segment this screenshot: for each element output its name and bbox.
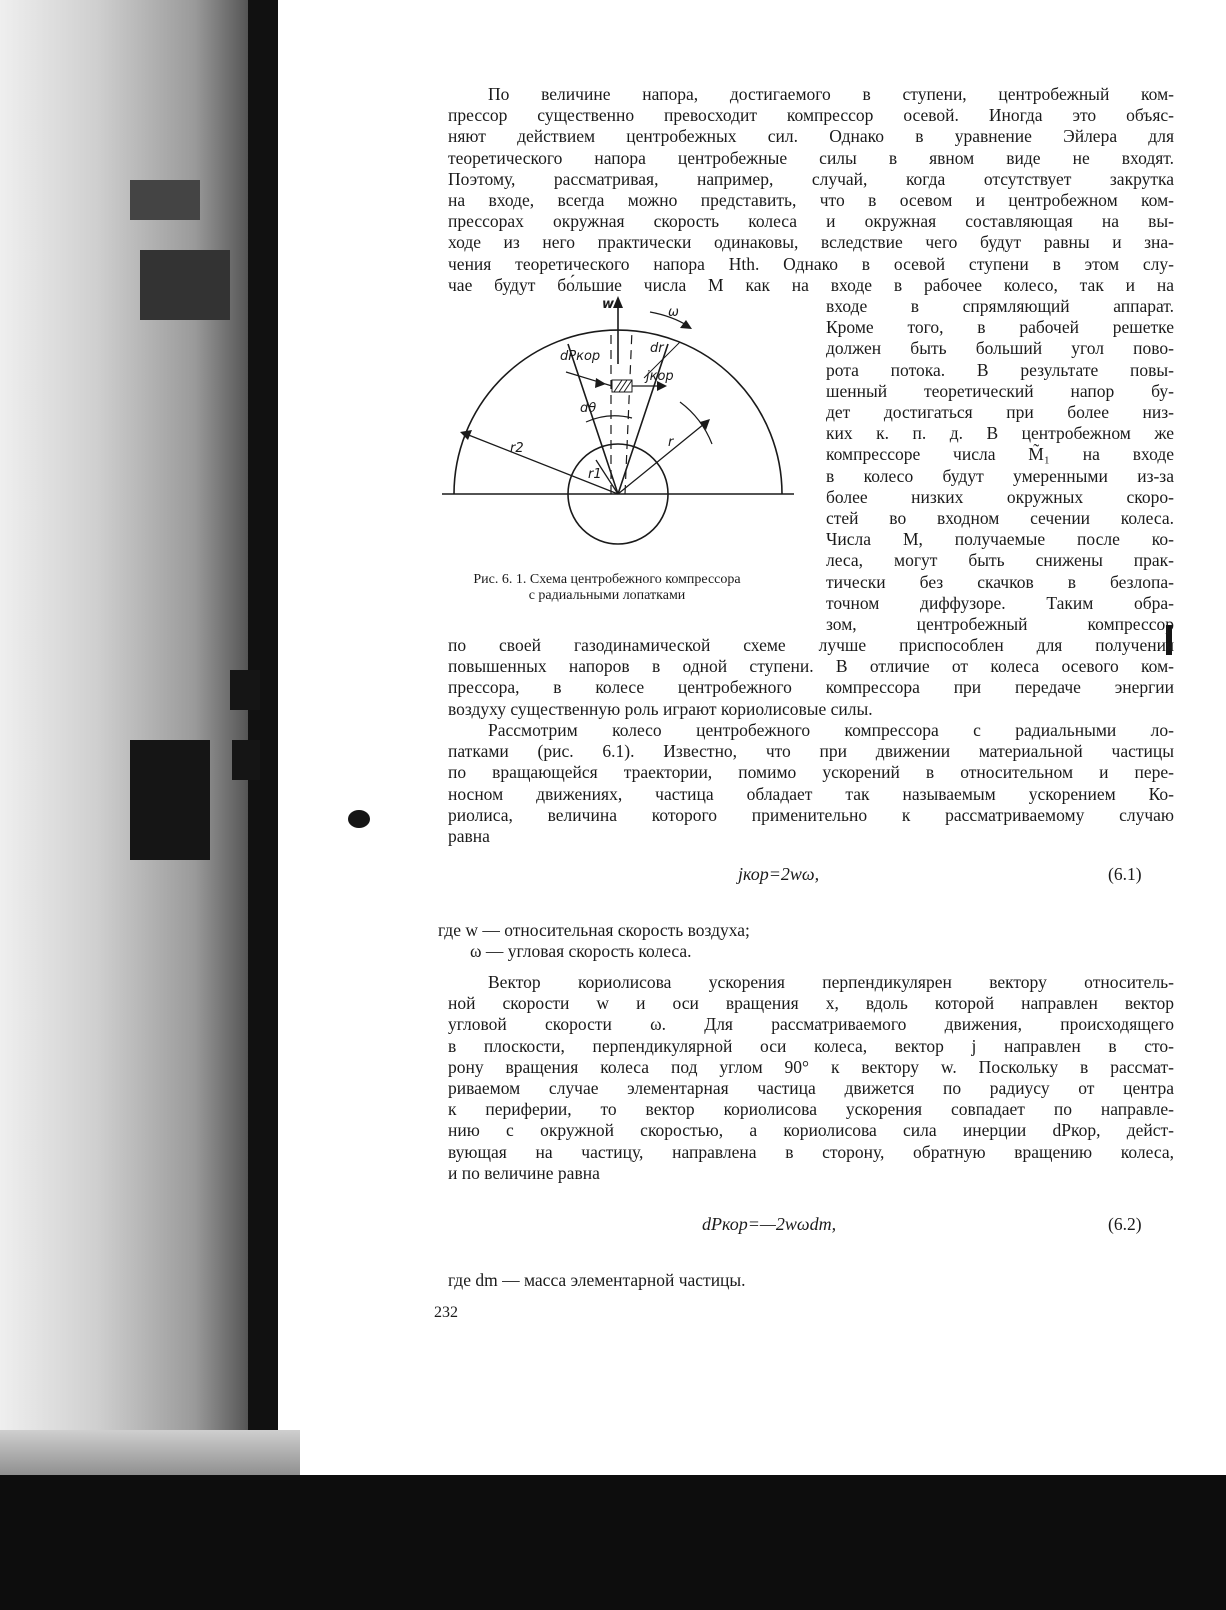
compressor-wheel-diagram: [436, 294, 808, 584]
paragraph-2: [448, 720, 1174, 847]
text-line: точном диффузоре. Таким обра-: [826, 592, 1174, 613]
text-line: прессор существенно превосходит компрессор осевой. Иногда это объяс-: [448, 105, 1174, 126]
text-line: Числа M, получаемые после ко-: [826, 529, 1174, 550]
text-line: угловой скорости ω. Для рассматриваемого движения, происходящего: [448, 1014, 1174, 1035]
scan-black-strip: [248, 0, 278, 1610]
text-line: воздуху существенную роль играют кориолисовые силы.: [448, 698, 873, 719]
fig-label-dtheta: dθ: [580, 401, 597, 416]
text-line: в колесо будут умеренными из-за: [826, 465, 1174, 486]
equation-6-2: dPкор=—2wωdm,: [702, 1214, 837, 1234]
where-block-1: [438, 920, 1178, 962]
text-line: няют действием центробежных сил. Однако в уравнение Эйлера для: [448, 126, 1174, 147]
text-line: шенный теоретический напор бу-: [826, 380, 1174, 401]
text-line: тически без скачков в безлопа-: [826, 571, 1174, 592]
fig-label-w: w: [602, 297, 615, 312]
fig-label-dr: dr: [650, 341, 664, 356]
equation-number-6-1: (6.1): [1108, 864, 1142, 884]
text-line: прессора, в колесе центробежного компрессора при передаче энергии: [448, 677, 1174, 698]
text-line: Вектор кориолисова ускорения перпендикулярен вектору относитель-: [488, 972, 1174, 992]
caption-line: Рис. 6. 1. Схема центробежного компрессора: [473, 572, 741, 587]
text-line: стей во входном сечении колеса.: [826, 508, 1174, 529]
text-line: прессорах окружная скорость колеса и окружная составляющая на вы-: [448, 211, 1174, 232]
text-line: леса, могут быть снижены прак-: [826, 550, 1174, 571]
equation-6-1: jкор=2wω,: [738, 864, 820, 884]
text-line: чае будут бо́льшие числа M как на входе в рабочее колесо, так и на: [448, 274, 1174, 295]
text-line: входе в спрямляющий аппарат.: [826, 296, 1174, 316]
text-line: зом, центробежный компрессор: [826, 614, 1174, 635]
where-block-2: где dm — масса элементарной частицы.: [448, 1270, 746, 1290]
text-line: и по величине равна: [448, 1162, 600, 1183]
paragraph-1: [448, 84, 1174, 296]
fig-label-r1: r1: [588, 467, 602, 482]
scan-blob: [348, 810, 370, 828]
text-line: вующая на частицу, направлена в сторону, обратную вращению колеса,: [448, 1141, 1174, 1162]
text-line: дет достигаться при более низ-: [826, 402, 1174, 423]
scan-blob: [232, 740, 260, 780]
fig-label-r: r: [668, 435, 674, 450]
text-line: чения теоретического напора Hth. Однако в осевой ступени в этом слу-: [448, 253, 1174, 274]
text-line: ной скорости w и оси вращения x, вдоль которой направлен вектор: [448, 993, 1174, 1014]
text-line: по своей газодинамической схеме лучше приспособлен для получения: [448, 635, 1174, 655]
scan-blob: [130, 740, 210, 860]
text-line: где w — относительная скорость воздуха;: [438, 920, 750, 940]
text-line: компрессоре числа M̃₁ на входе: [826, 444, 1174, 465]
paragraph-1-end: [448, 635, 1174, 720]
figure-6-1: [436, 294, 808, 614]
caption-line: с радиальными лопатками: [528, 588, 686, 603]
text-line: рота потока. В результате повы-: [826, 359, 1174, 380]
text-line: ходе из него практически одинаковы, вследствие чего будут равны и зна-: [448, 232, 1174, 253]
text-line: По величине напора, достигаемого в ступени, центробежный ком-: [488, 84, 1174, 104]
text-line: нию с окружной скоростью, а кориолисова сила инерции dPкор, дейст-: [448, 1120, 1174, 1141]
text-line: риолиса, величина которого применительно к рассматриваемому случаю: [448, 804, 1174, 825]
text-line: к периферии, то вектор кориолисова ускорения совпадает по направле-: [448, 1099, 1174, 1120]
text-line: рону вращения колеса под углом 90° к вектору w. Поскольку в рассмат-: [448, 1056, 1174, 1077]
text-line: равна: [448, 826, 490, 847]
text-line: ω — угловая скорость колеса.: [470, 941, 692, 962]
equation-number-6-2: (6.2): [1108, 1214, 1142, 1234]
page-number: 232: [434, 1304, 458, 1321]
text-line: по вращающейся траектории, помимо ускорений в относительном и пере-: [448, 762, 1174, 783]
text-line: на входе, всегда можно представить, что в осевом и центробежном ком-: [448, 190, 1174, 211]
text-line: повышенных напоров в одной ступени. В отличие от колеса осевого ком-: [448, 656, 1174, 677]
text-line: носном движениях, частица обладает так называемым ускорением Ко-: [448, 783, 1174, 804]
fig-label-dP: dPкор: [560, 349, 601, 364]
fig-label-omega: ω: [668, 305, 679, 320]
text-line: Рассмотрим колесо центробежного компрессора с радиальными ло-: [488, 720, 1174, 740]
text-line: должен быть больший угол пово-: [826, 338, 1174, 359]
fig-label-r2: r2: [510, 441, 524, 456]
paragraph-1-float-column: [826, 296, 1174, 635]
scan-blob: [140, 250, 230, 320]
text-line: патками (рис. 6.1). Известно, что при движении материальной частицы: [448, 741, 1174, 762]
paragraph-3: [448, 972, 1174, 1184]
text-line: более низких окружных скоро-: [826, 486, 1174, 507]
text-line: риваемом случае элементарная частица движется по радиусу от центра: [448, 1078, 1174, 1099]
scan-blob: [130, 180, 200, 220]
text-line: теоретического напора центробежные силы в явном виде не входят.: [448, 147, 1174, 168]
figure-caption: [422, 572, 792, 604]
scan-black-bottom: [0, 1475, 1226, 1610]
text-line: ких к. п. д. В центробежном же: [826, 423, 1174, 444]
text-line: Кроме того, в рабочей решетке: [826, 317, 1174, 338]
text-line: в плоскости, перпендикулярной оси колеса, вектор j направлен в сто-: [448, 1035, 1174, 1056]
text-line: Поэтому, рассматривая, например, случай, когда отсутствует закрутка: [448, 168, 1174, 189]
fig-label-j: jкор: [646, 369, 674, 384]
scan-blob: [230, 670, 260, 710]
